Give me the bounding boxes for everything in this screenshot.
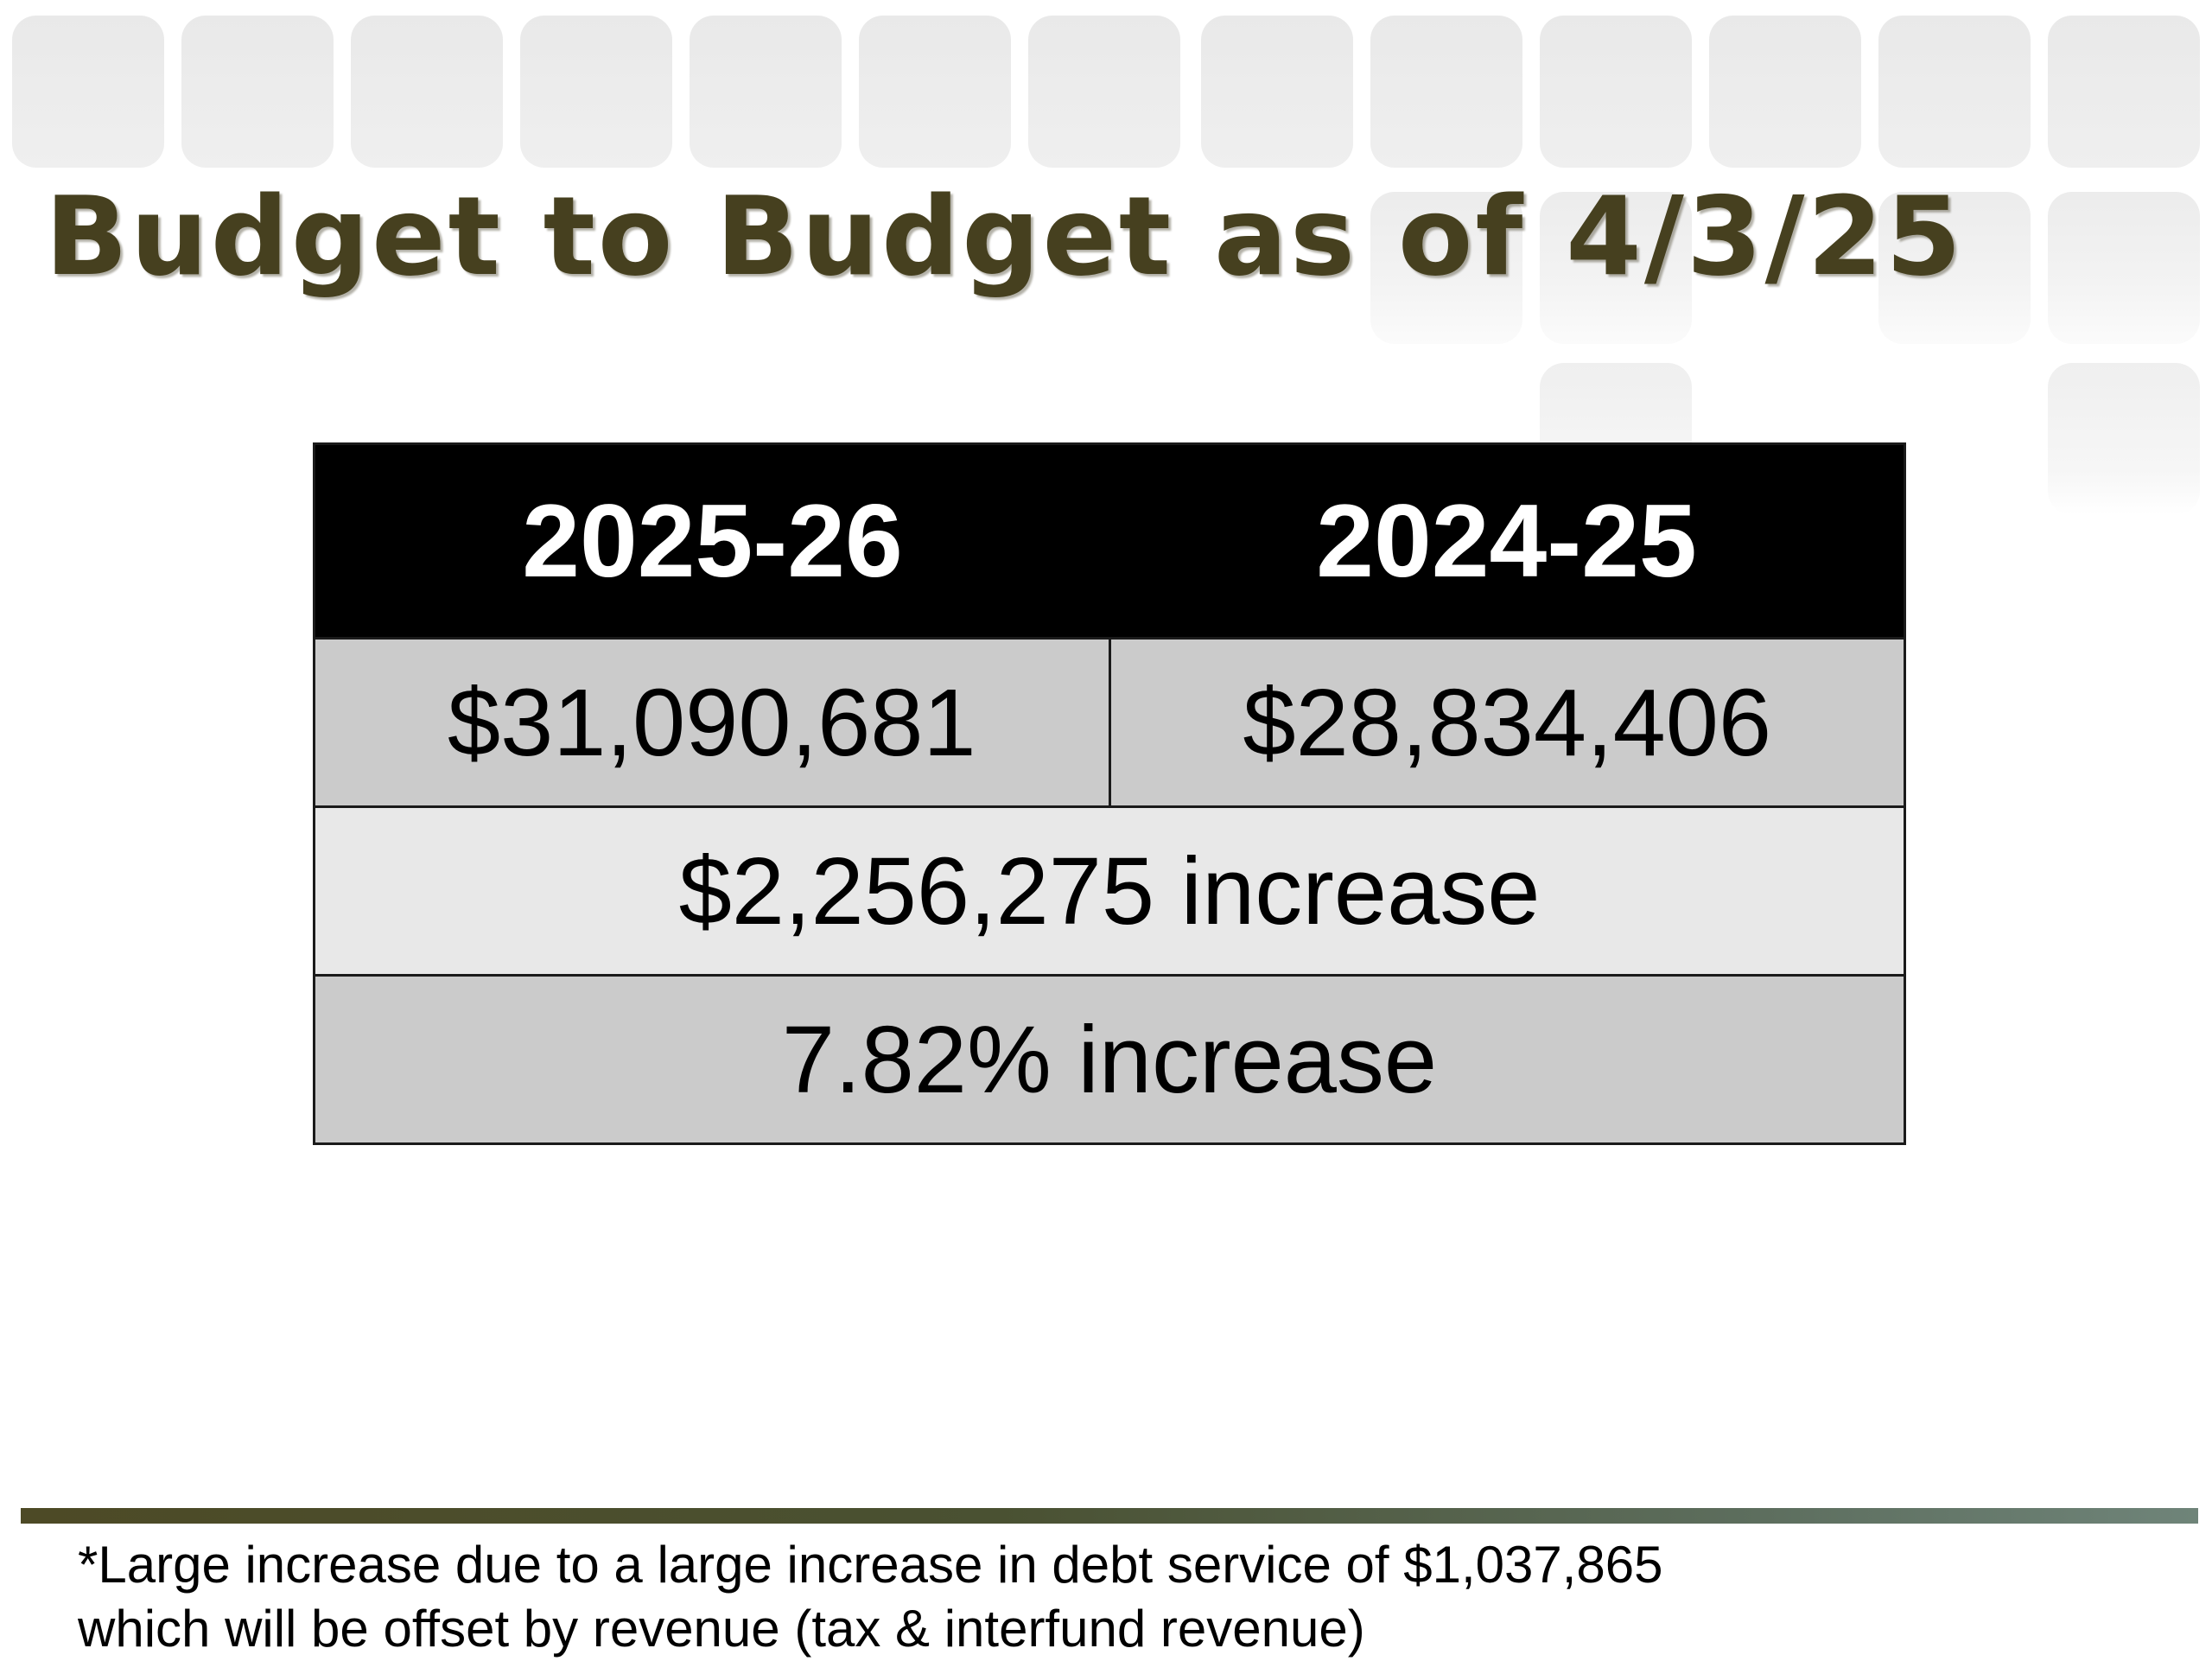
background-tile [1370,16,1522,168]
percent-increase: 7.82% increase [315,976,1905,1144]
footnote [78,1533,1663,1661]
slide-title: Budget to Budget as of 4/3/25 [45,173,1964,300]
footnote-line-2: which will be offset by revenue (tax & interfund revenue) [78,1600,1365,1658]
background-tile [1201,16,1353,168]
table-header-row [315,444,1905,639]
dollar-increase: $2,256,275 increase [315,807,1905,976]
header-2025-26: 2025-26 [315,444,1110,639]
table-row-budget-values [315,639,1905,807]
background-tile [181,16,334,168]
table-row-difference [315,807,1905,976]
background-tile [12,16,164,168]
background-tile [1028,16,1180,168]
background-tile [351,16,503,168]
table-row-percent [315,976,1905,1144]
budget-value-2024-25: $28,834,406 [1109,639,1905,807]
budget-value-2025-26: $31,090,681 [315,639,1110,807]
background-tile [690,16,842,168]
background-tile [1878,16,2031,168]
background-tile [520,16,672,168]
header-2024-25: 2024-25 [1109,444,1905,639]
footer-divider [21,1508,2198,1524]
background-tile [859,16,1011,168]
background-tile [2048,363,2200,515]
background-tile [2048,16,2200,168]
budget-comparison-table [313,442,1906,1145]
footnote-line-1: *Large increase due to a large increase in debt service of $1,037,865 [78,1536,1663,1594]
background-tile [1540,16,1692,168]
background-tile [1709,16,1861,168]
background-tile [2048,192,2200,344]
